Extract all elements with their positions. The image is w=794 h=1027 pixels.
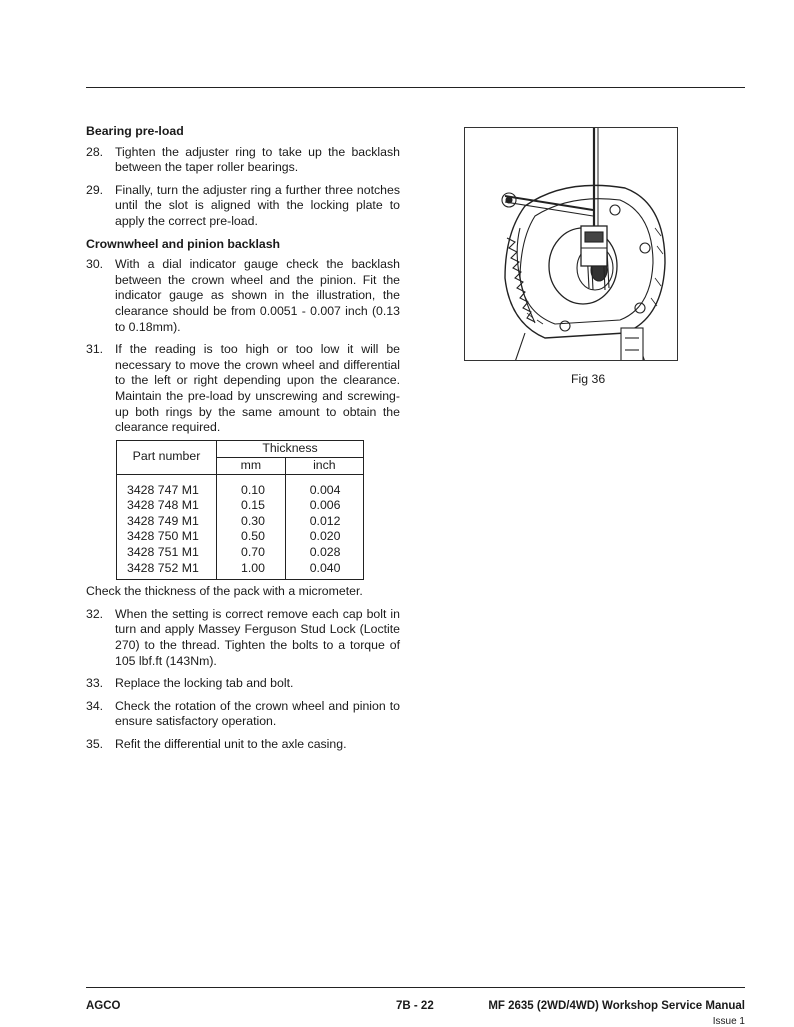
inch-cell: 0.004 [285, 474, 363, 498]
mm-cell: 0.10 [217, 474, 286, 498]
table-row [117, 561, 364, 580]
table-row [117, 529, 364, 545]
part-cell: 3428 752 M1 [117, 561, 217, 580]
step-text: Refit the differential unit to the axle casing. [115, 737, 347, 751]
step-text: Replace the locking tab and bolt. [115, 676, 294, 691]
crown-wheel-dial-gauge-drawing [465, 128, 678, 361]
step-number: 35. [86, 737, 104, 751]
footer-brand: AGCO [86, 1000, 121, 1012]
step-number: 33. [86, 676, 104, 691]
step-number: 31. [86, 342, 104, 357]
mm-cell: 1.00 [217, 561, 286, 580]
inch-cell: 0.040 [285, 561, 363, 580]
mm-cell: 0.30 [217, 514, 286, 530]
part-cell: 3428 749 M1 [117, 514, 217, 530]
step-35 [86, 737, 400, 753]
step-text: Tighten the adjuster ring to take up the backlash between the taper roller bearings. [115, 144, 400, 175]
step-34 [86, 699, 400, 730]
table-row [117, 545, 364, 561]
table-row [117, 474, 364, 498]
footer-page-number: 7B - 22 [396, 1000, 434, 1012]
part-cell: 3428 751 M1 [117, 545, 217, 561]
part-number-header: Part number [117, 440, 217, 474]
step-number: 28. [86, 144, 104, 159]
step-text: When the setting is correct remove each cap bolt in turn and apply Massey Ferguson Stud Lock (Loctite 270) to the thread. Tighten the bolts to a torque of 105 lbf.ft (143Nm). [115, 606, 400, 668]
step-30 [86, 257, 400, 335]
step-33 [86, 676, 400, 692]
inch-cell: 0.006 [285, 498, 363, 514]
footer-rule [86, 987, 745, 988]
step-text: If the reading is too high or too low it will be necessary to move the crown wheel and differential to the left or right depending upon the clearance. Maintain the pre-load by unscrewing and screwing-up both rings by the same amount to obtain the clearance required. [115, 342, 400, 435]
step-number: 32. [86, 606, 104, 621]
mm-header: mm [217, 457, 286, 474]
section-heading-backlash: Crownwheel and pinion backlash [86, 236, 281, 251]
footer-issue: Issue 1 [712, 1016, 745, 1027]
text-column [86, 124, 400, 760]
inch-cell: 0.012 [285, 514, 363, 530]
step-number: 29. [86, 182, 104, 197]
mm-cell: 0.70 [217, 545, 286, 561]
section-heading-bearing-preload: Bearing pre-load [86, 124, 184, 138]
figure-36-illustration [464, 127, 678, 361]
part-cell: 3428 747 M1 [117, 474, 217, 498]
shim-thickness-table [116, 440, 364, 581]
step-28 [86, 145, 400, 176]
step-number: 34. [86, 698, 104, 713]
header-rule [86, 87, 745, 88]
step-text: Check the rotation of the crown wheel and pinion to ensure satisfactory operation. [115, 698, 400, 729]
step-29 [86, 183, 400, 230]
step-31 [86, 342, 400, 436]
thickness-header: Thickness [217, 440, 364, 457]
inch-cell: 0.020 [285, 529, 363, 545]
part-cell: 3428 750 M1 [117, 529, 217, 545]
mm-cell: 0.50 [217, 529, 286, 545]
step-text: With a dial indicator gauge check the backlash between the crown wheel and the pinion. Fit the indicator gauge as shown in the illustration, the clearance should be from 0.0051 - 0.007 inch (0.13 to 0.18mm). [115, 257, 400, 334]
step-32 [86, 607, 400, 669]
micrometer-note: Check the thickness of the pack with a micrometer. [86, 584, 363, 599]
inch-header: inch [285, 457, 363, 474]
table-row [117, 514, 364, 530]
figure-caption: Fig 36 [571, 372, 606, 386]
step-text: Finally, turn the adjuster ring a further three notches until the slot is aligned with the locking plate to apply the correct pre-load. [115, 182, 400, 228]
part-cell: 3428 748 M1 [117, 498, 217, 514]
mm-cell: 0.15 [217, 498, 286, 514]
inch-cell: 0.028 [285, 545, 363, 561]
footer-manual-title: MF 2635 (2WD/4WD) Workshop Service Manual [488, 1000, 745, 1012]
step-number: 30. [86, 257, 104, 272]
table-row [117, 498, 364, 514]
